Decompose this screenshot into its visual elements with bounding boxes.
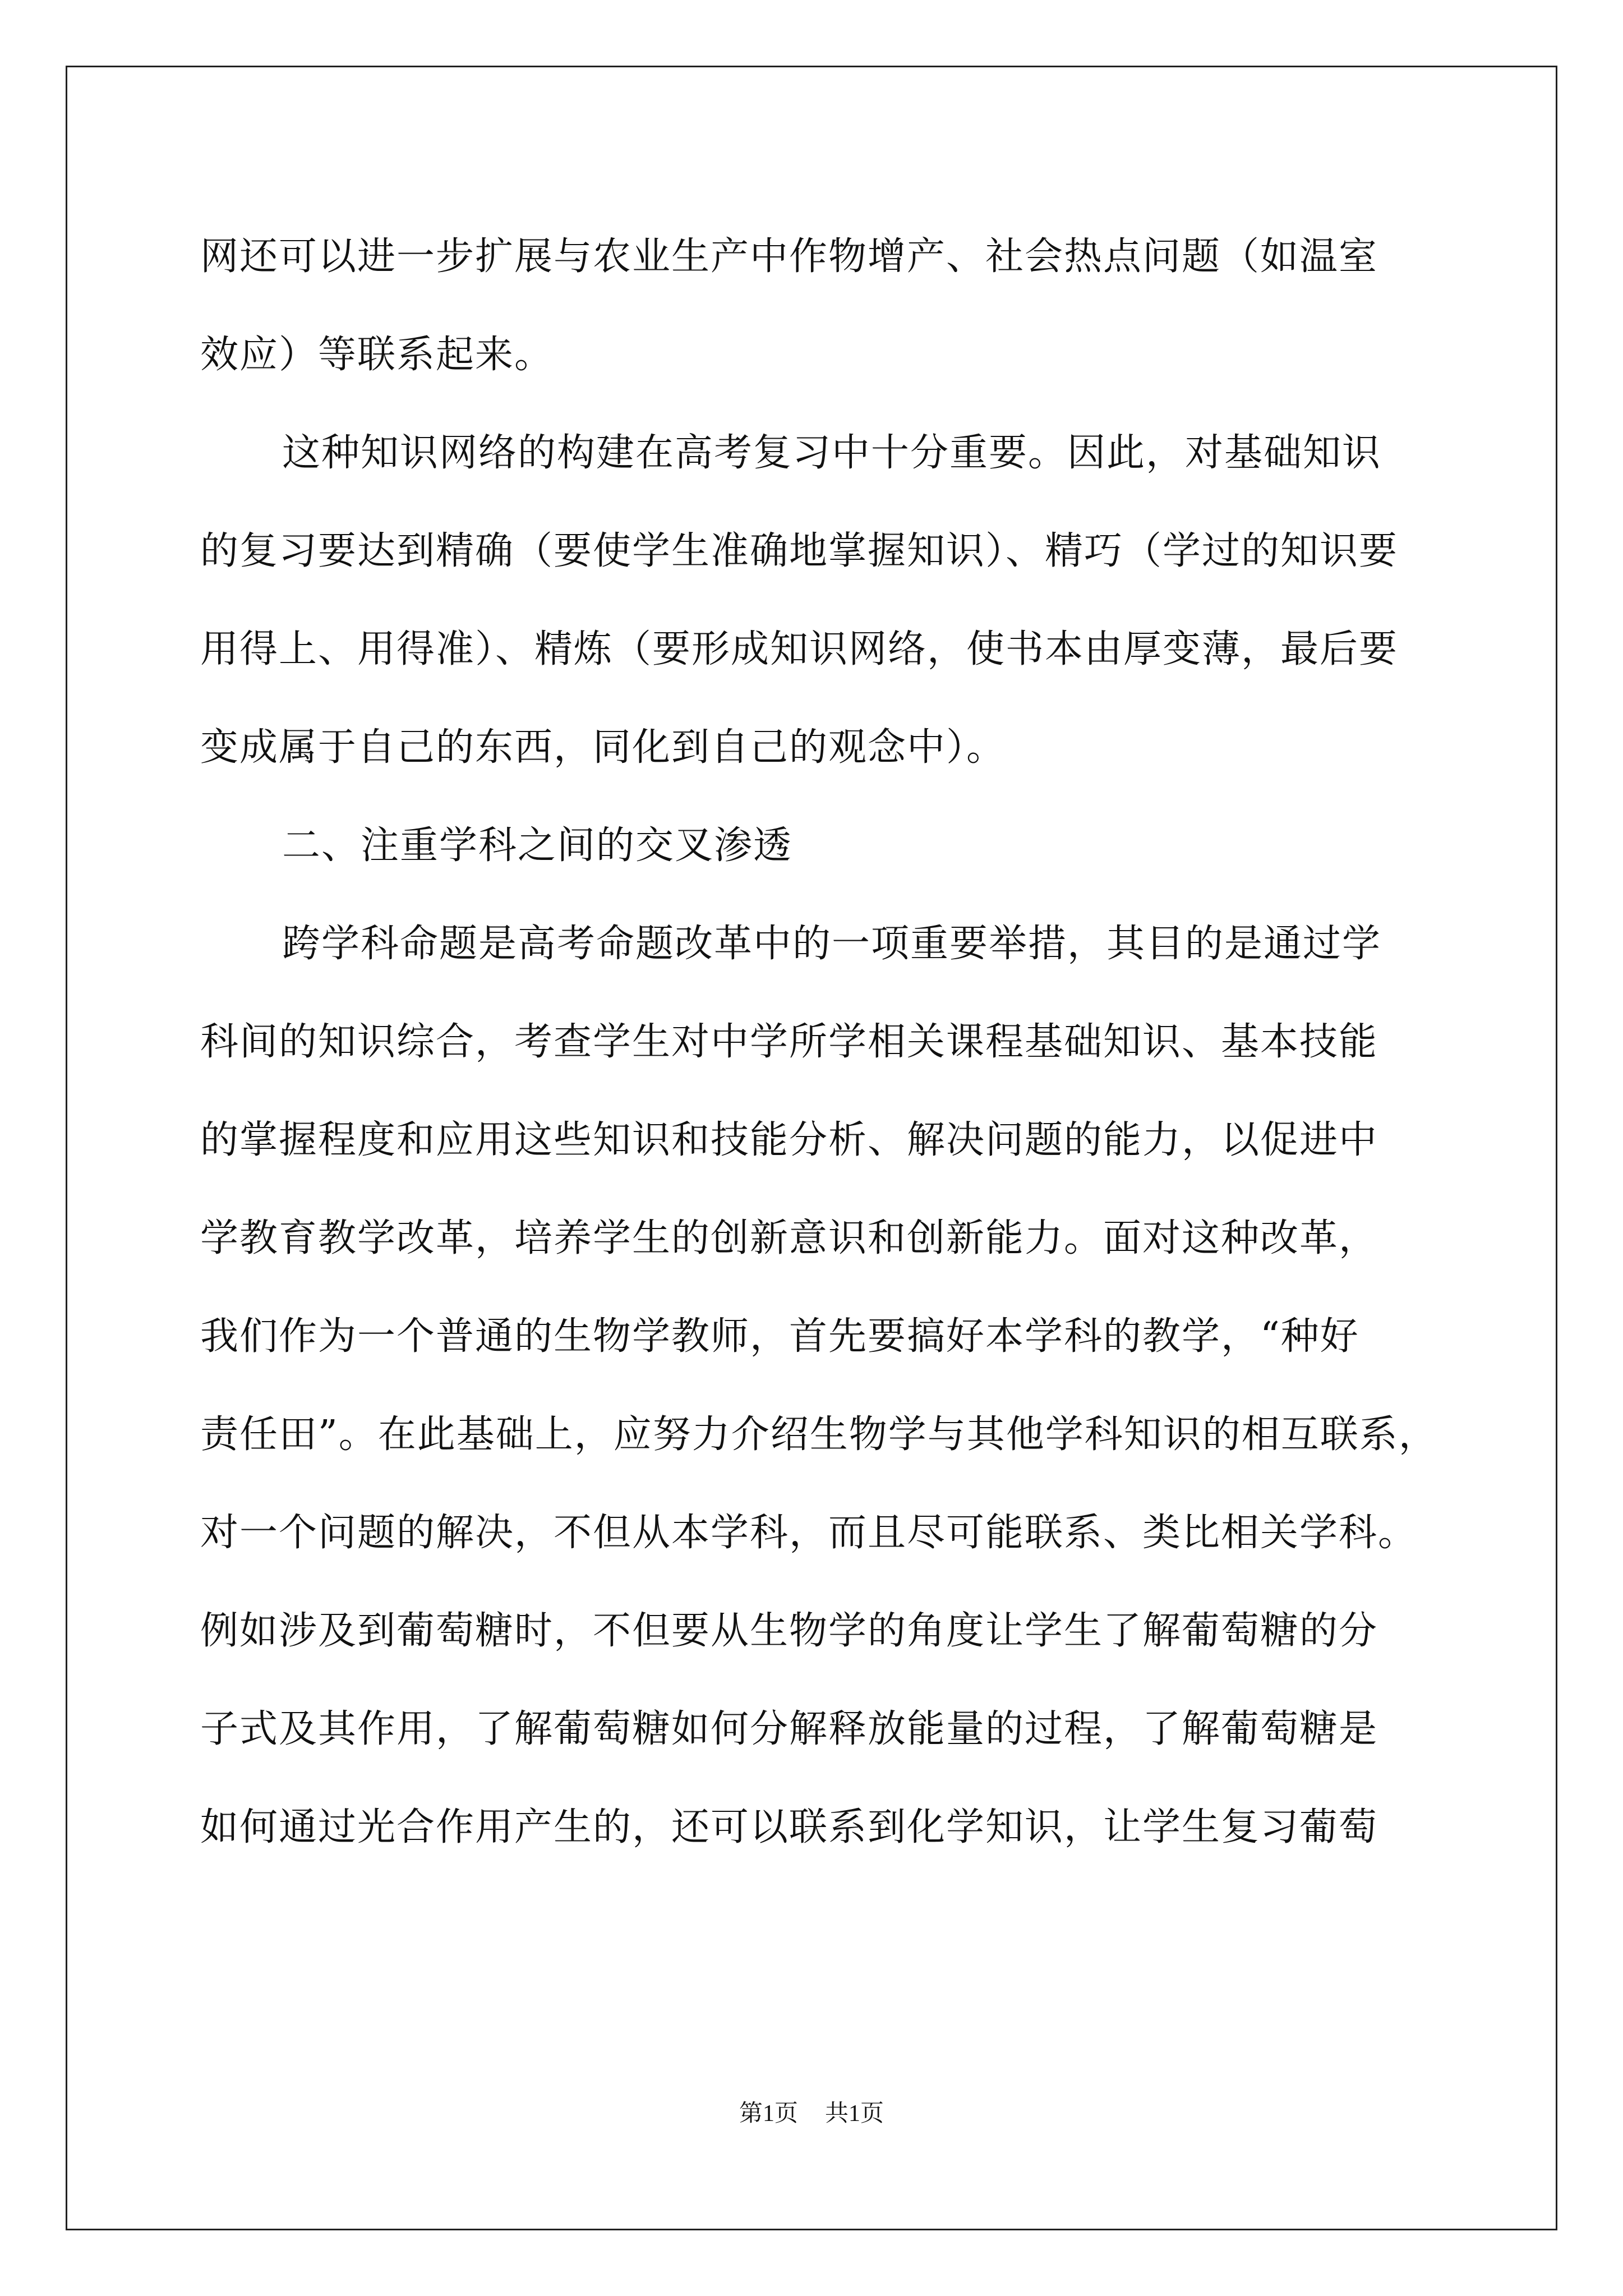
text-line: 责任田”。在此基础上，应努力介绍生物学与其他学科知识的相互联系， — [200, 1412, 1438, 1457]
text-line: 的复习要达到精确（要使学生准确地掌握知识）、精巧（学过的知识要 — [200, 529, 1399, 573]
text-line: 的掌握程度和应用这些知识和技能分析、解决问题的能力，以促进中 — [200, 1118, 1378, 1162]
text-line: 对一个问题的解决，不但从本学科，而且尽可能联系、类比相关学科。 — [200, 1511, 1418, 1555]
text-line: 效应）等联系起来。 — [200, 333, 554, 377]
text-line: 科间的知识综合，考查学生对中学所学相关课程基础知识、基本技能 — [200, 1020, 1378, 1064]
text-line: 我们作为一个普通的生物学教师，首先要搞好本学科的教学，“种好 — [200, 1314, 1359, 1359]
document-body — [200, 208, 1438, 1876]
text-line: 网还可以进一步扩展与农业生产中作物增产、社会热点问题（如温室 — [200, 234, 1378, 279]
text-line: 跨学科命题是高考命题改革中的一项重要举措，其目的是通过学 — [282, 922, 1382, 966]
section-heading: 二、注重学科之间的交叉渗透 — [282, 823, 793, 868]
text-line: 变成属于自己的东西，同化到自己的观念中）。 — [200, 725, 1006, 770]
text-line: 这种知识网络的构建在高考复习中十分重要。因此，对基础知识 — [282, 431, 1382, 475]
text-line: 子式及其作用，了解葡萄糖如何分解释放能量的过程，了解葡萄糖是 — [200, 1707, 1378, 1751]
text-line: 学教育教学改革，培养学生的创新意识和创新能力。面对这种改革， — [200, 1216, 1378, 1260]
page-footer — [0, 2097, 1623, 2131]
page-number-current: 第1页 — [739, 2101, 798, 2127]
text-line: 用得上、用得准）、精炼（要形成知识网络，使书本由厚变薄，最后要 — [200, 627, 1399, 671]
text-line: 例如涉及到葡萄糖时，不但要从生物学的角度让学生了解葡萄糖的分 — [200, 1609, 1378, 1653]
text-line: 如何通过光合作用产生的，还可以联系到化学知识，让学生复习葡萄 — [200, 1805, 1378, 1849]
page-number-total: 共1页 — [825, 2101, 884, 2127]
